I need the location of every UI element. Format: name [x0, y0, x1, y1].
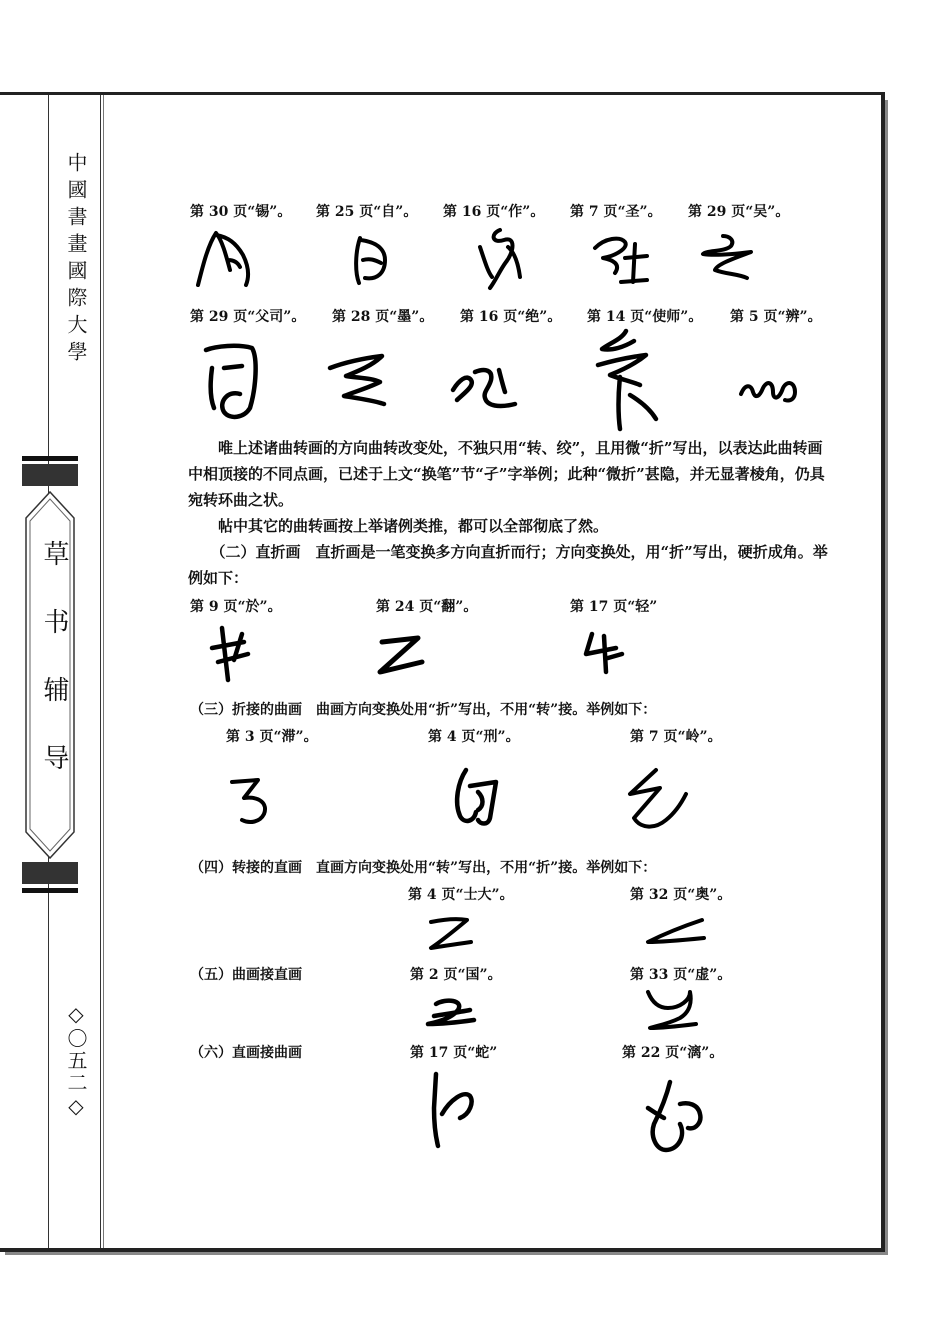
caption-shi-da: 第 4 页“士大”。: [408, 887, 514, 903]
caption-xi: 第 30 页“锡”。: [190, 204, 292, 220]
caption-zuo: 第 16 页“作”。: [443, 204, 545, 220]
calligraphy-guo: [420, 996, 480, 1031]
caption-shi-shi: 第 14 页“使师”。: [587, 309, 703, 325]
heading-folded-curve: （三）折接的曲画 曲画方向变换处用“折”写出，不用“转”接。举例如下：: [190, 702, 657, 718]
calligraphy-fan: [370, 632, 430, 677]
calligraphy-qing: [578, 628, 628, 678]
calligraphy-ao: [640, 914, 710, 949]
sidebar-rule-right: [100, 95, 101, 1248]
caption-qing: 第 17 页“轻”: [570, 599, 658, 615]
paragraph-straight-fold: （二）直折画 直折画是一笔变换多方向直折而行；方向变换处，用“折”写出，硬折成角。举例如下：: [188, 543, 828, 587]
calligraphy-shi-shi: [590, 325, 660, 435]
caption-sheng: 第 7 页“圣”。: [570, 204, 662, 220]
frame-shadow-right: [885, 100, 888, 1255]
caption-yu: 第 9 页“於”。: [190, 599, 282, 615]
paragraph-curve-turns: 唯上述诸曲转画的方向曲转改变处，不独只用“转、绞”，且用微“折”写出，以表达此曲转画中相顶接的不同点画，已述于上文“换笔”节“孑”字举例；此种“微折”甚隐，并无显著棱角，仍具宛转环曲之状。: [188, 439, 825, 509]
caption-fu-si: 第 29 页“父司”。: [190, 309, 306, 325]
badge-bottom-bar: [22, 888, 78, 893]
page-number: ◇〇五二◇: [62, 1000, 91, 1122]
heading-turned-straight: （四）转接的直画 直画方向变换处用“转”写出，不用“折”接。举例如下：: [190, 860, 657, 876]
caption-jue: 第 16 页“绝”。: [460, 309, 562, 325]
caption-zhi: 第 3 页“滞”。: [226, 729, 318, 745]
sidebar-rule-right-inner: [103, 95, 104, 1248]
paragraph-analogy: 帖中其它的曲转画按上举诸例类推，都可以全部彻底了然。: [188, 517, 609, 535]
section-title: 草书辅导: [39, 540, 69, 812]
calligraphy-she: [420, 1068, 480, 1150]
label-curve-to-straight: （五）曲画接直画: [190, 967, 302, 983]
calligraphy-xi: [188, 225, 258, 290]
badge-top-bar: [22, 456, 78, 461]
calligraphy-zuo: [470, 222, 535, 292]
calligraphy-xing: [448, 762, 508, 832]
frame-shadow-bottom: [5, 1252, 888, 1255]
calligraphy-ling: [620, 764, 690, 836]
caption-ao: 第 32 页“奥”。: [630, 887, 732, 903]
caption-mo: 第 28 页“墨”。: [332, 309, 434, 325]
caption-wu: 第 29 页“吴”。: [688, 204, 790, 220]
caption-fan: 第 24 页“翻”。: [376, 599, 478, 615]
caption-xing: 第 4 页“刑”。: [428, 729, 520, 745]
calligraphy-zhi: [222, 770, 282, 830]
badge-bottom-block: [22, 862, 78, 884]
frame-top-border: [0, 92, 884, 95]
caption-zi: 第 25 页“自”。: [316, 204, 418, 220]
caption-she: 第 17 页“蛇”: [410, 1045, 498, 1061]
calligraphy-li: [640, 1078, 710, 1158]
calligraphy-fu-si: [198, 338, 268, 423]
label-straight-to-curve: （六）直画接曲画: [190, 1045, 302, 1061]
calligraphy-xu: [640, 986, 700, 1036]
badge-top-block: [22, 464, 78, 486]
caption-xu: 第 33 页“虚”。: [630, 967, 732, 983]
calligraphy-sheng: [585, 228, 655, 288]
caption-guo: 第 2 页“国”。: [410, 967, 502, 983]
calligraphy-mo: [322, 348, 402, 413]
calligraphy-yu: [208, 620, 258, 685]
calligraphy-wu: [695, 230, 760, 290]
sidebar-title: 中國書畫國際大學: [62, 148, 91, 372]
calligraphy-zi: [345, 228, 405, 288]
calligraphy-bian: [735, 368, 805, 408]
caption-li: 第 22 页“漓”。: [622, 1045, 724, 1061]
caption-bian: 第 5 页“辨”。: [730, 309, 822, 325]
calligraphy-jue: [445, 350, 525, 415]
calligraphy-shi-da: [425, 914, 475, 954]
caption-ling: 第 7 页“岭”。: [630, 729, 722, 745]
